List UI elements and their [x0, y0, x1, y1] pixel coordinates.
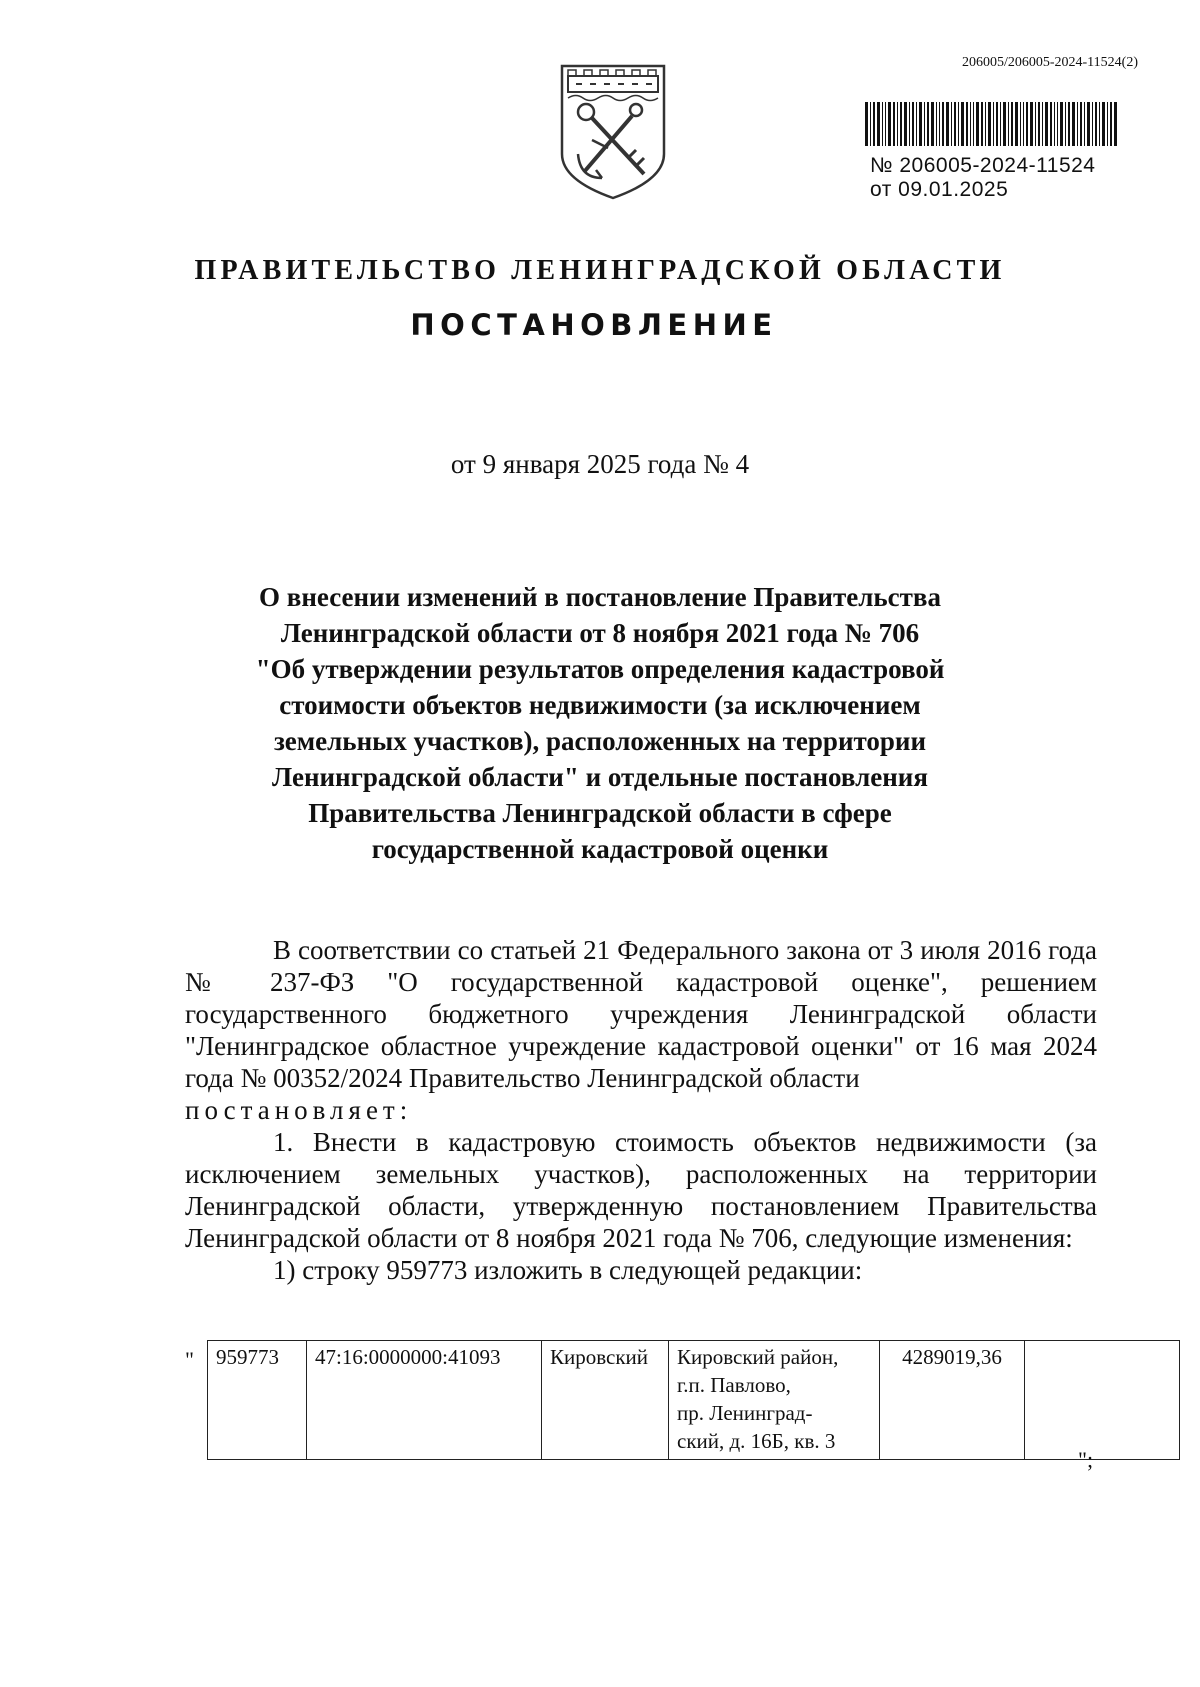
resolves-word: постановляет: — [185, 1095, 413, 1125]
table-row — [208, 1341, 1180, 1460]
cell-row-number: 959773 — [208, 1341, 307, 1460]
address-line: пр. Ленинград- — [677, 1401, 813, 1425]
cell-district: Кировский — [542, 1341, 669, 1460]
document-date: от 9 января 2025 года № 4 — [450, 449, 750, 479]
document-type-title: ПОСТАНОВЛЕНИЕ — [410, 308, 778, 342]
barcode-image — [865, 102, 1117, 146]
subitem-1-paragraph: 1) строку 959773 изложить в следующей редакции: — [273, 1255, 863, 1285]
address-line: г.п. Павлово, — [677, 1373, 791, 1397]
subject-line: Ленинградской области" и отдельные постановления — [272, 762, 928, 792]
government-title: ПРАВИТЕЛЬСТВО ЛЕНИНГРАДСКОЙ ОБЛАСТИ — [194, 255, 1006, 286]
cell-empty — [1025, 1341, 1180, 1460]
registration-date: от 09.01.2025 — [870, 178, 1009, 201]
subject-line: Правительства Ленинградской области в сфере — [308, 798, 892, 828]
address-line: Кировский район, — [677, 1345, 839, 1369]
subject-line: стоимости объектов недвижимости (за исключением — [279, 690, 921, 720]
open-quote: " — [185, 1347, 194, 1372]
document-reference: 206005/206005-2024-11524(2) — [961, 55, 1138, 70]
close-quote: "; — [1078, 1447, 1094, 1472]
cell-cadastral-number: 47:16:0000000:41093 — [307, 1341, 542, 1460]
item-1-paragraph: 1. Внести в кадастровую стоимость объектов недвижимости (за исключением земельных участков), расположенных на территории Ленинградской области, утвержденную постановлением Правительства Ленинградской области от 8 ноября 2021 года № 706, следующие изменения: — [185, 1127, 1097, 1253]
address-line: ский, д. 16Б, кв. 3 — [677, 1429, 836, 1453]
cell-cadastral-value: 4289019,36 — [880, 1341, 1025, 1460]
preamble-paragraph: В соответствии со статьей 21 Федерального закона от 3 июля 2016 года № 237-ФЗ "О государственной кадастровой оценке", решением государственного бюджетного учреждения Ленинградской области "Ленинградское областное учреждение кадастровой оценки" от 16 мая 2024 года № 00352/2024 Правительство Ленинградской области — [185, 935, 1097, 1093]
subject-line: "Об утверждении результатов определения кадастровой — [255, 654, 945, 684]
subject-line: Ленинградской области от 8 ноября 2021 года № 706 — [280, 618, 920, 648]
subject-line: земельных участков), расположенных на территории — [273, 726, 927, 756]
cadastral-table — [207, 1340, 1180, 1460]
coat-of-arms-emblem — [556, 62, 670, 202]
document-body — [185, 934, 1097, 1286]
subject-line: О внесении изменений в постановление Правительства — [259, 582, 941, 612]
subject-line: государственной кадастровой оценки — [371, 834, 829, 864]
registration-number: № 206005-2024-11524 — [870, 154, 1096, 177]
cell-address — [669, 1341, 880, 1460]
document-subject — [220, 579, 980, 867]
